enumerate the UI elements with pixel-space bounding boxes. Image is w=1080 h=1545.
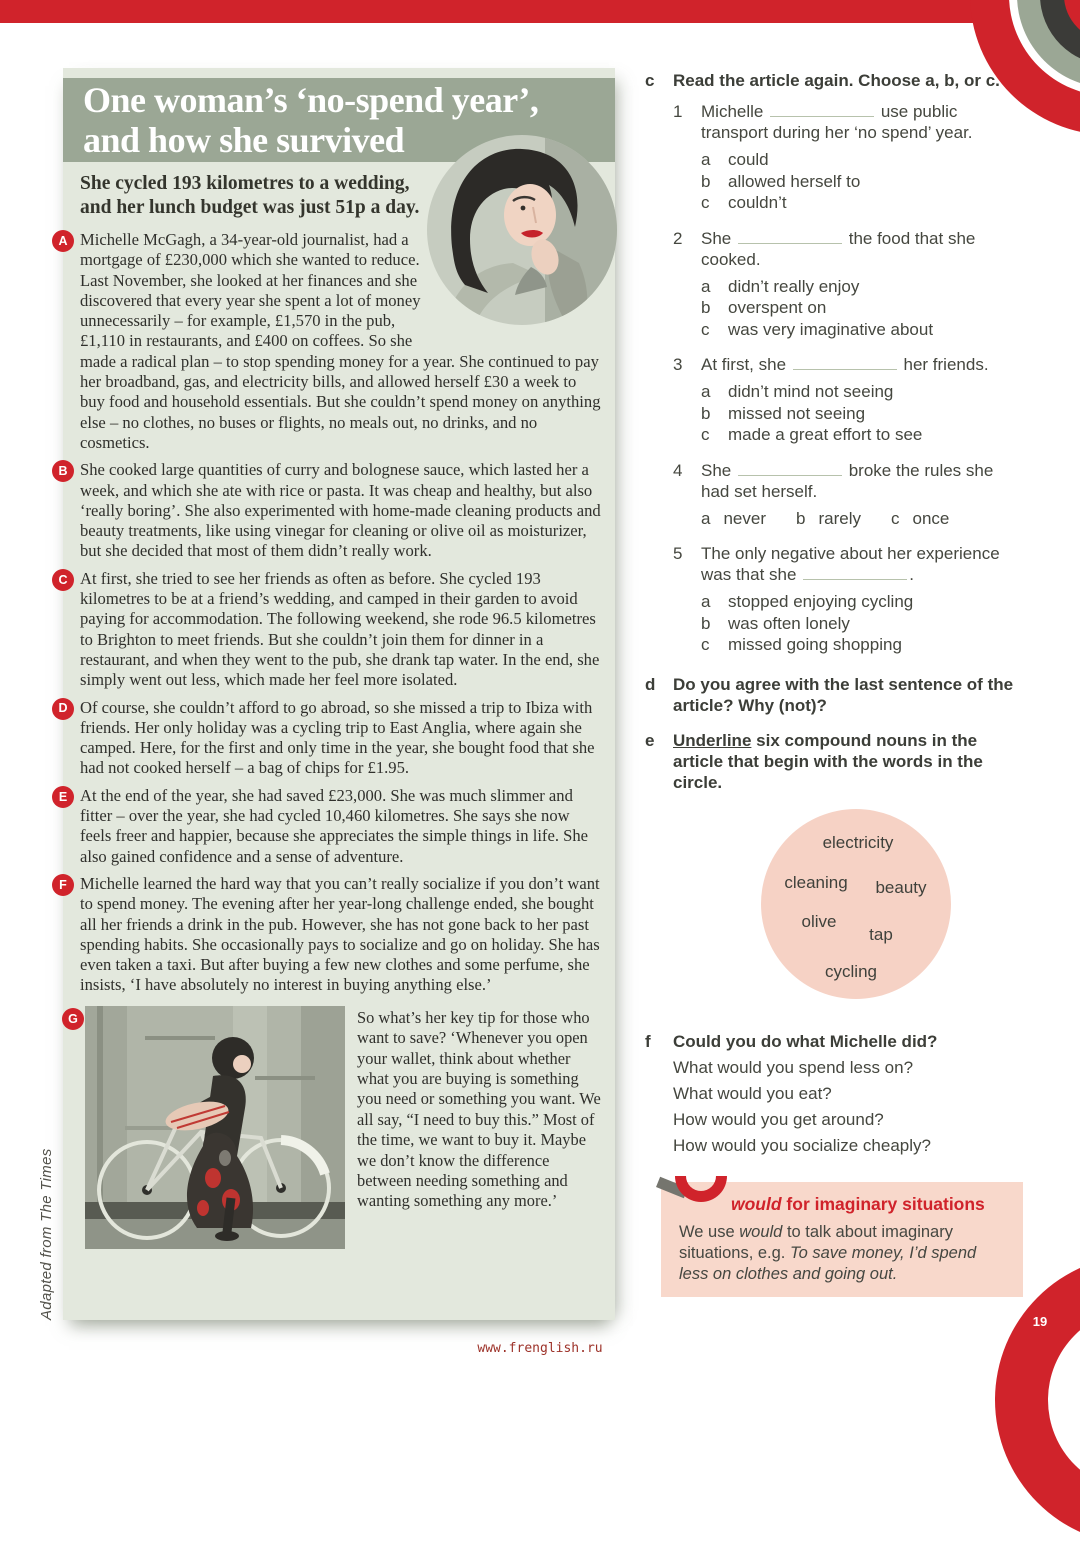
option-letter: c: [701, 319, 710, 339]
circle-word: tap: [869, 924, 893, 944]
paragraph-d: [58, 697, 615, 779]
option-letter: b: [701, 171, 711, 191]
exercise-d: [645, 674, 1017, 716]
question-4-body: [701, 460, 1017, 534]
exercise-c: [645, 70, 1017, 660]
option: [701, 276, 1017, 298]
question-3-options: [701, 381, 1017, 446]
option: [701, 403, 1017, 425]
portrait-photo-illustration: [427, 135, 617, 325]
option-letter: c: [701, 635, 710, 654]
option: [701, 613, 1017, 635]
exercise-f: [645, 1031, 1017, 1297]
grammar-box-title-rest: for imaginary situations: [786, 1193, 985, 1214]
option-letter: c: [701, 425, 710, 444]
question-4-number: 4: [673, 460, 683, 480]
question-5-text-after: .: [909, 565, 914, 584]
exercise-d-letter: d: [645, 674, 656, 694]
question-2-text-after: the food that she cooked.: [701, 228, 976, 269]
question-4-text-before: She: [701, 460, 732, 480]
paragraph-e: [58, 785, 615, 867]
footer-url: www.frenglish.ru: [477, 1341, 603, 1356]
question-3-text-after: her friends.: [903, 355, 989, 374]
grammar-box-title: [731, 1194, 1009, 1215]
exercises-column: [645, 70, 1017, 1311]
article-title-line1: One woman’s ‘no-spend year’,: [83, 80, 539, 120]
paragraph-f-text: Michelle learned the hard way that you can’t really socialize if you don’t want to spend money. The evening after her year-long challenge ended, she bought all her friends a drink in the pub. However, she has not gone back to her past spending habits. She occasionally pays to socialize and go on holiday. She has even taken a taxi. But after buying a few new clothes and some perfume, she insists, ‘I have absolutely no interest in buying anything else.’: [80, 873, 600, 995]
question-2-text-before: She: [701, 228, 732, 248]
exercise-e: [645, 730, 1017, 1017]
option: [701, 297, 1017, 319]
question-2: [673, 228, 1017, 345]
option-letter: a: [701, 382, 711, 401]
question-2-options: [701, 276, 1017, 341]
option: [701, 424, 1017, 446]
exercise-f-line: How would you get around?: [673, 1109, 884, 1129]
question-2-body: [701, 228, 1017, 345]
option: [701, 634, 1017, 656]
option-text: didn’t mind not seeing: [728, 382, 894, 401]
paragraph-g-section: [63, 1006, 615, 1249]
grammar-box-text: We use: [679, 1222, 735, 1241]
circle-word: cleaning: [784, 872, 848, 892]
option-text: never: [723, 508, 766, 528]
option: [701, 319, 1017, 341]
question-1-text-before: Michelle: [701, 102, 764, 121]
exercise-c-title: Read the article again. Choose a, b, or c.: [673, 71, 1000, 90]
article-panel: [58, 68, 615, 1320]
paragraph-marker-g: G: [62, 1008, 84, 1030]
option-text: didn’t really enjoy: [728, 276, 860, 296]
paragraph-f: [59, 873, 615, 996]
option-letter: b: [701, 298, 711, 317]
option: [701, 192, 1017, 214]
question-3-text-before: At first, she: [701, 355, 787, 374]
question-3: [673, 354, 1017, 450]
article-standfirst: She cycled 193 kilometres to a wedding, and her lunch budget was just 51p a day.: [80, 173, 420, 218]
exercise-e-letter: e: [645, 730, 655, 750]
question-4: [673, 460, 1017, 534]
exercise-e-title-rest: six compound nouns in the article that begin with the words in the circle.: [673, 730, 983, 792]
option-letter: c: [701, 193, 710, 212]
question-4-options: [701, 508, 1017, 530]
option-letter: b: [701, 613, 711, 633]
paragraph-c: [58, 568, 615, 691]
compound-words-circle: [761, 809, 951, 999]
option-text: couldn’t: [728, 193, 787, 212]
question-1-blank: [770, 104, 874, 117]
option-text: made a great effort to see: [728, 425, 923, 444]
question-5-number: 5: [673, 544, 683, 563]
portrait-photo: [427, 135, 617, 325]
question-5-options: [701, 591, 1017, 656]
option-letter: a: [701, 150, 711, 169]
option-letter: a: [701, 508, 711, 528]
question-5-body: [701, 543, 1017, 660]
option-text: was often lonely: [728, 613, 850, 633]
grammar-box: [661, 1182, 1023, 1297]
option-text: missed not seeing: [728, 403, 866, 423]
exercise-c-body: [673, 70, 1017, 660]
exercise-f-line: What would you eat?: [673, 1083, 832, 1103]
grammar-bank-logo-icon: [657, 1166, 735, 1210]
page-number: 19: [1032, 1314, 1048, 1329]
exercise-d-title: Do you agree with the last sentence of the article? Why (not)?: [673, 674, 1014, 715]
question-3-body: [701, 354, 1017, 450]
exercise-c-letter: c: [645, 71, 655, 90]
paragraph-marker-b: B: [52, 460, 74, 482]
option-text: rarely: [818, 508, 861, 528]
option-letter: b: [796, 508, 806, 528]
question-5: [673, 543, 1017, 660]
question-3-blank: [793, 357, 897, 370]
option: [701, 171, 1017, 193]
question-2-blank: [738, 231, 842, 244]
grammar-box-title-would: would: [731, 1193, 782, 1214]
paragraph-e-text: At the end of the year, she had saved £23,000. She was much slimmer and fitter – over the year, she had cycled 10,460 kilometres. She says she now feels freer and happier, because she appreciates the simple things in life. She also gained confidence and a sense of adventure.: [80, 785, 589, 866]
grammar-box-body: [679, 1222, 1009, 1285]
grammar-box-text: to talk about imaginary situations, e.g.: [679, 1222, 953, 1262]
option-text: once: [912, 508, 950, 528]
paragraph-c-text: At first, she tried to see her friends as often as before. She cycled 193 kilometres to be at a friend’s wedding, and camped in their garden to avoid paying for accommodation. The following weekend, she rode 96.5 kilometres to Brighton to meet friends. But she couldn’t join them for dinner in a restaurant, and when they went to the pub, she drank tap water. In the end, she simply went out less, which made her feel more isolated.: [80, 568, 600, 690]
option: [701, 591, 1017, 613]
question-4-blank: [738, 463, 842, 476]
paragraph-b-text: She cooked large quantities of curry and bolognese sauce, which lasted her a week, and which she ate with rice or pasta. It was cheap and healthy, but also ‘really boring’. She also experimented with home-made cleaning products and beauty treatments, like using vinegar for cleaning or olive oil as moisturizer, but she decided that most of them didn’t really work.: [80, 460, 601, 561]
option-letter: b: [701, 403, 711, 423]
paragraph-marker-e: E: [52, 786, 74, 808]
option-text: overspent on: [728, 298, 827, 317]
option-text: could: [728, 150, 769, 169]
paragraph-marker-d: D: [52, 698, 74, 720]
question-2-number: 2: [673, 228, 683, 248]
option: [701, 508, 766, 530]
question-1-options: [701, 149, 1017, 214]
exercise-f-line: How would you socialize cheaply?: [673, 1135, 931, 1155]
exercise-e-title: [673, 730, 1017, 793]
option-text: was very imaginative about: [728, 319, 934, 339]
exercise-f-letter: f: [645, 1031, 651, 1051]
question-5-blank: [803, 567, 907, 580]
option-text: missed going shopping: [728, 635, 902, 654]
paragraph-d-text: Of course, she couldn’t afford to go abroad, so she missed a trip to Ibiza with friends. Her only holiday was a cycling trip to East Anglia, where again she camped. Here, for the first and only time in the year, she bought food that she had not cooked herself – a bag of chips for £1.95.: [80, 697, 595, 778]
circle-word: olive: [801, 911, 837, 931]
top-red-bar: [0, 0, 1012, 23]
question-1-number: 1: [673, 102, 683, 121]
question-1: [673, 101, 1017, 218]
question-4-text-after: broke the rules she had set herself.: [701, 460, 994, 501]
paragraph-marker-c: C: [52, 569, 74, 591]
paragraph-marker-f: F: [52, 874, 74, 896]
bicycle-photo: [85, 1006, 345, 1249]
article-title-line2: and how she survived: [83, 120, 405, 160]
grammar-box-text-italic: To save money, I’d spend less on clothes and going out.: [679, 1243, 977, 1283]
exercise-f-title: Could you do what Michelle did?: [673, 1031, 938, 1051]
option-text: stopped enjoying cycling: [728, 592, 914, 611]
question-5-text-before: The only negative about her experience was that she: [701, 544, 1000, 584]
paragraph-g-text: So what’s her key tip for those who want to save? ‘Whenever you open your wallet, think about whether what you are buying is something you need or something you want. We all say, “I need to buy this.” Most of the time, we want to buy it. Maybe we don’t know the difference between needing something and wanting something any more.’: [357, 1007, 601, 1211]
grammar-box-text-italic: would: [739, 1222, 783, 1241]
circle-word: electricity: [822, 832, 894, 852]
exercise-f-line: What would you spend less on?: [673, 1057, 914, 1077]
question-1-text-after: use public transport during her ‘no spend’ year.: [701, 102, 973, 142]
paragraph-b: [58, 460, 615, 561]
option: [796, 508, 861, 530]
question-3-number: 3: [673, 355, 683, 374]
photo-credit: Adapted from The Times: [38, 1148, 55, 1320]
option-letter: a: [701, 276, 711, 296]
paragraph-a-text: Michelle McGagh, a 34-year-old journalist, had a mortgage of £230,000 which she wanted to reduce. Last November, she looked at her finances and she discovered that every year she spent a lot of money unnecessarily – for example, £1,570 in the pub, £1,110 in restaurants, and £400 on coffees. So she made a radical plan – to stop spending money for a year. She continued to pay her broadband, gas, and electricity bills, and allowed herself £30 a week to buy food and household essentials. But she couldn’t spend money on anything else – no clothes, no buses or flights, no meals out, no drinks, and no cosmetics.: [80, 230, 601, 452]
paragraph-marker-a: A: [52, 230, 74, 252]
option-text: allowed herself to: [728, 171, 861, 191]
option: [701, 149, 1017, 171]
option: [701, 381, 1017, 403]
option-letter: a: [701, 592, 711, 611]
circle-word: cycling: [825, 961, 877, 981]
option: [891, 508, 949, 530]
option-letter: c: [890, 508, 900, 528]
circle-word: beauty: [875, 877, 927, 897]
question-1-body: [701, 101, 1017, 218]
underline-word: Underline: [673, 730, 752, 750]
